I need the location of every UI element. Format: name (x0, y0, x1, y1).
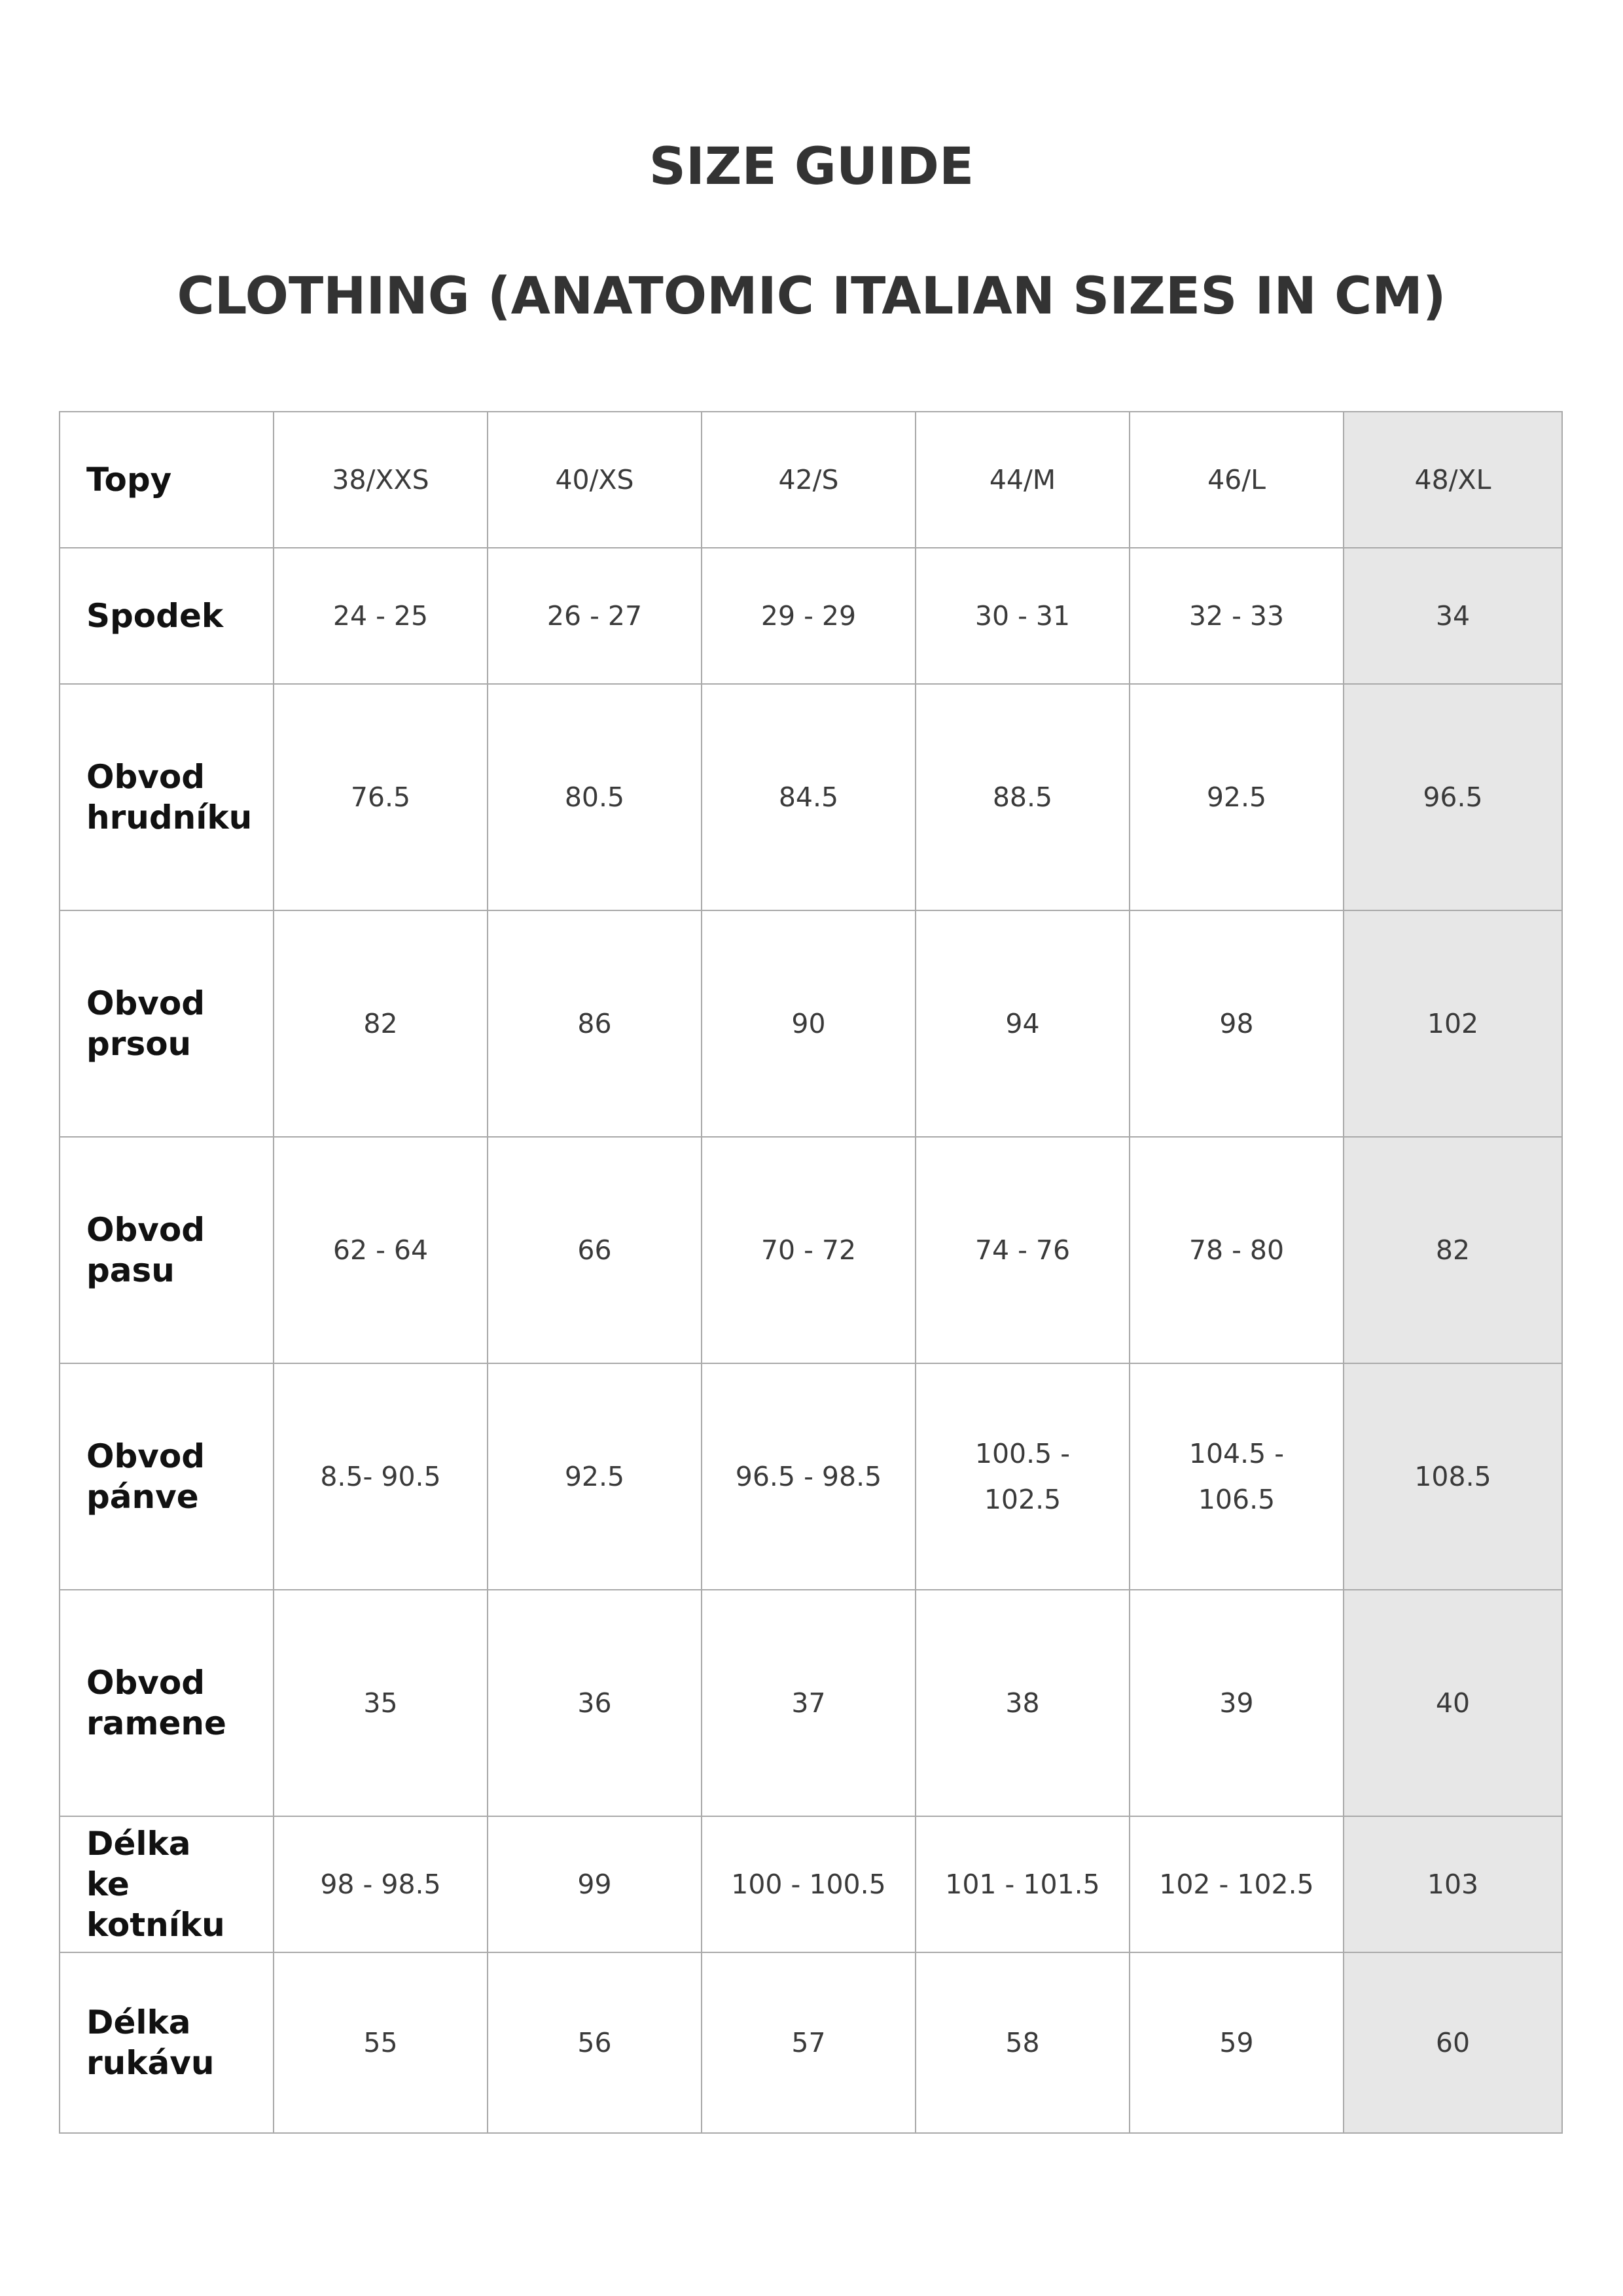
table-row-obvod-ramene (60, 1590, 1562, 1816)
table-cell: 30 - 31 (916, 548, 1130, 684)
row-label: Obvod hrudníku (60, 684, 274, 910)
table-row-obvod-prsou (60, 910, 1562, 1137)
table-cell: 100.5 - 102.5 (916, 1363, 1130, 1590)
table-cell: 55 (274, 1952, 488, 2133)
table-row-obvod-panve (60, 1363, 1562, 1590)
table-cell-highlighted: 60 (1344, 1952, 1562, 2133)
table-cell: 104.5 - 106.5 (1130, 1363, 1344, 1590)
table-cell: 39 (1130, 1590, 1344, 1816)
table-cell: 66 (488, 1137, 702, 1363)
table-cell: 56 (488, 1952, 702, 2133)
table-row-spodek (60, 548, 1562, 684)
page-subtitle: CLOTHING (ANATOMIC ITALIAN SIZES IN CM) (177, 267, 1446, 326)
table-cell: 44/M (916, 412, 1130, 548)
table-cell: 80.5 (488, 684, 702, 910)
table-cell: 100 - 100.5 (702, 1816, 916, 1952)
row-label: Obvod pánve (60, 1363, 274, 1590)
table-cell: 86 (488, 910, 702, 1137)
table-cell: 88.5 (916, 684, 1130, 910)
row-label: Spodek (60, 548, 274, 684)
table-cell-highlighted: 108.5 (1344, 1363, 1562, 1590)
table-cell: 101 - 101.5 (916, 1816, 1130, 1952)
table-cell: 42/S (702, 412, 916, 548)
table-cell: 90 (702, 910, 916, 1137)
table-cell: 59 (1130, 1952, 1344, 2133)
table-row-obvod-pasu (60, 1137, 1562, 1363)
size-table (59, 411, 1563, 2134)
table-cell: 58 (916, 1952, 1130, 2133)
table-cell: 40/XS (488, 412, 702, 548)
table-cell-highlighted: 96.5 (1344, 684, 1562, 910)
table-cell: 92.5 (488, 1363, 702, 1590)
table-row-delka-ke-kotniku (60, 1816, 1562, 1952)
table-cell: 92.5 (1130, 684, 1344, 910)
row-label: Délka rukávu (60, 1952, 274, 2133)
table-cell: 24 - 25 (274, 548, 488, 684)
row-label: Topy (60, 412, 274, 548)
table-cell: 98 (1130, 910, 1344, 1137)
table-cell: 94 (916, 910, 1130, 1137)
table-cell-highlighted: 40 (1344, 1590, 1562, 1816)
table-cell: 70 - 72 (702, 1137, 916, 1363)
size-table-container (59, 411, 1561, 2134)
table-cell-highlighted: 102 (1344, 910, 1562, 1137)
table-cell: 96.5 - 98.5 (702, 1363, 916, 1590)
table-cell: 62 - 64 (274, 1137, 488, 1363)
table-row-obvod-hrudniku (60, 684, 1562, 910)
table-cell-highlighted: 82 (1344, 1137, 1562, 1363)
page-title: SIZE GUIDE (649, 137, 974, 196)
table-cell: 82 (274, 910, 488, 1137)
table-cell: 26 - 27 (488, 548, 702, 684)
table-cell: 29 - 29 (702, 548, 916, 684)
table-cell: 35 (274, 1590, 488, 1816)
row-label: Délka ke kotníku (60, 1816, 274, 1952)
table-cell: 102 - 102.5 (1130, 1816, 1344, 1952)
table-cell: 32 - 33 (1130, 548, 1344, 684)
table-cell: 74 - 76 (916, 1137, 1130, 1363)
table-cell: 99 (488, 1816, 702, 1952)
table-cell-highlighted: 48/XL (1344, 412, 1562, 548)
table-cell: 37 (702, 1590, 916, 1816)
table-cell-highlighted: 34 (1344, 548, 1562, 684)
table-cell: 46/L (1130, 412, 1344, 548)
table-cell: 36 (488, 1590, 702, 1816)
row-label: Obvod ramene (60, 1590, 274, 1816)
table-cell: 38 (916, 1590, 1130, 1816)
table-cell: 57 (702, 1952, 916, 2133)
table-row-delka-rukavu (60, 1952, 1562, 2133)
table-cell: 38/XXS (274, 412, 488, 548)
table-cell: 84.5 (702, 684, 916, 910)
table-cell: 8.5- 90.5 (274, 1363, 488, 1590)
table-cell: 78 - 80 (1130, 1137, 1344, 1363)
table-cell-highlighted: 103 (1344, 1816, 1562, 1952)
row-label: Obvod prsou (60, 910, 274, 1137)
table-row-topy (60, 412, 1562, 548)
table-cell: 76.5 (274, 684, 488, 910)
row-label: Obvod pasu (60, 1137, 274, 1363)
table-cell: 98 - 98.5 (274, 1816, 488, 1952)
